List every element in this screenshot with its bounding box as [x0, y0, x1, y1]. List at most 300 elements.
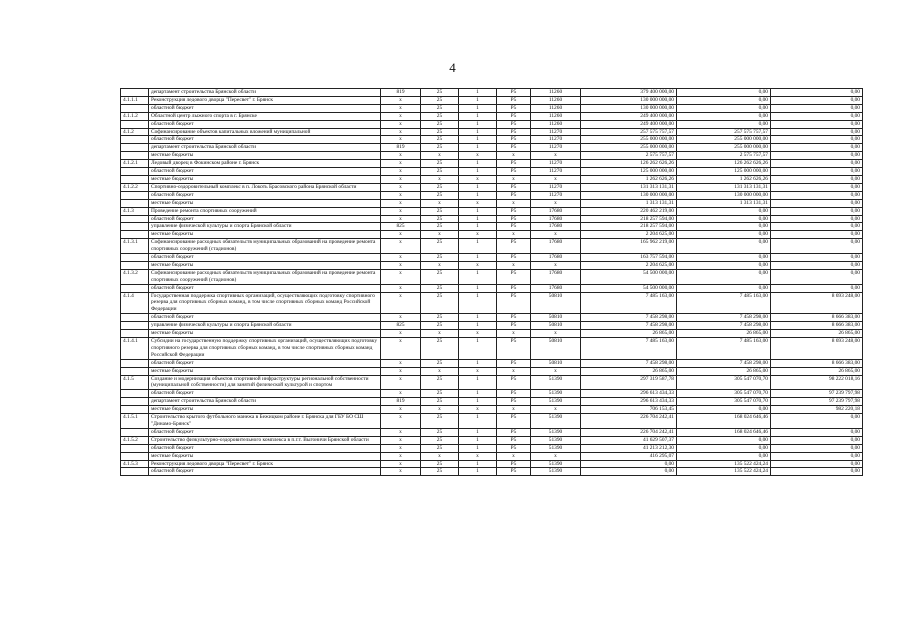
row-name: областной бюджет	[149, 359, 381, 367]
row-value-year2: 0,00	[677, 112, 771, 120]
row-code-program: 25	[421, 183, 459, 191]
row-value-year3: 0,00	[771, 152, 863, 160]
row-code-admin: x	[381, 199, 421, 207]
row-number	[121, 215, 149, 223]
page-number: 4	[449, 60, 456, 75]
row-number: 4.1.3.1	[121, 239, 149, 254]
row-value-year1: 1 262 626,26	[581, 175, 677, 183]
row-value-year1: 26 865,00	[581, 330, 677, 338]
row-value-year1: 41 629 507,37	[581, 436, 677, 444]
row-number	[121, 390, 149, 398]
row-value-year1: 218 257 594,00	[581, 215, 677, 223]
row-code-admin: x	[381, 104, 421, 112]
table-row	[121, 144, 863, 152]
row-code-direction: 50810	[531, 314, 581, 322]
row-code-subprogram: 1	[459, 239, 497, 254]
row-code-project: P5	[497, 207, 531, 215]
row-code-program: 25	[421, 428, 459, 436]
row-number	[121, 398, 149, 406]
row-value-year1: 249 400 000,00	[581, 120, 677, 128]
row-number	[121, 223, 149, 231]
row-code-admin: x	[381, 338, 421, 360]
row-code-project: P5	[497, 322, 531, 330]
row-code-subprogram: 1	[459, 468, 497, 476]
row-code-program: 25	[421, 168, 459, 176]
row-name: областной бюджет	[149, 191, 381, 199]
row-code-subprogram: 1	[459, 284, 497, 292]
row-code-direction: 11270	[531, 160, 581, 168]
table-row	[121, 375, 863, 390]
row-code-project: x	[497, 231, 531, 239]
row-value-year3: 8 666 383,00	[771, 322, 863, 330]
row-code-program: 25	[421, 223, 459, 231]
row-number	[121, 330, 149, 338]
row-value-year1: 2 204 625,00	[581, 261, 677, 269]
row-name: областной бюджет	[149, 254, 381, 262]
row-value-year3: 0,00	[771, 223, 863, 231]
row-code-direction: 51390	[531, 444, 581, 452]
row-number: 4.1.5.1	[121, 414, 149, 429]
row-value-year3: 0,00	[771, 460, 863, 468]
table-row	[121, 428, 863, 436]
row-code-direction: 11260	[531, 120, 581, 128]
row-code-program: x	[421, 367, 459, 375]
row-name: областной бюджет	[149, 444, 381, 452]
row-value-year1: 1 313 131,31	[581, 199, 677, 207]
row-value-year1: 218 257 594,00	[581, 223, 677, 231]
row-value-year3: 0,00	[771, 428, 863, 436]
row-value-year1: 7 485 163,00	[581, 338, 677, 360]
row-value-year3: 0,00	[771, 175, 863, 183]
row-name: местные бюджеты	[149, 175, 381, 183]
row-code-program: 25	[421, 414, 459, 429]
row-code-program: 25	[421, 104, 459, 112]
row-code-direction: 11260	[531, 104, 581, 112]
row-code-subprogram: 1	[459, 428, 497, 436]
row-value-year2: 7 485 163,00	[677, 338, 771, 360]
row-code-subprogram: 1	[459, 215, 497, 223]
row-value-year2: 0,00	[677, 215, 771, 223]
row-number	[121, 444, 149, 452]
row-code-admin: x	[381, 112, 421, 120]
row-value-year1: 7 458 298,00	[581, 314, 677, 322]
row-value-year2: 7 458 298,00	[677, 314, 771, 322]
row-number: 4.1.5.3	[121, 460, 149, 468]
row-code-program: 25	[421, 468, 459, 476]
row-code-program: 25	[421, 460, 459, 468]
row-code-program: 25	[421, 160, 459, 168]
row-code-subprogram: 1	[459, 460, 497, 468]
row-value-year1: 163 757 594,00	[581, 254, 677, 262]
table-row	[121, 136, 863, 144]
row-code-project: P5	[497, 284, 531, 292]
row-value-year3: 0,00	[771, 207, 863, 215]
table-row	[121, 215, 863, 223]
row-number	[121, 144, 149, 152]
row-value-year3: 8 693 248,00	[771, 292, 863, 314]
row-value-year2: 0,00	[677, 436, 771, 444]
row-value-year2: 126 262 626,26	[677, 160, 771, 168]
row-code-project: P5	[497, 390, 531, 398]
table-row	[121, 406, 863, 414]
row-number: 4.1.4	[121, 292, 149, 314]
row-name: Строительство крытого футбольного манежа в Бежицком районе г. Брянска для ГБУ БО СШ "Динамо-Брянск"	[149, 414, 381, 429]
row-code-project: P5	[497, 398, 531, 406]
row-name: областной бюджет	[149, 136, 381, 144]
row-value-year3: 0,00	[771, 284, 863, 292]
row-code-program: 25	[421, 269, 459, 284]
row-code-project: P5	[497, 269, 531, 284]
table-row	[121, 367, 863, 375]
row-value-year3: 8 666 383,00	[771, 314, 863, 322]
row-code-project: P5	[497, 468, 531, 476]
row-code-direction: 51390	[531, 428, 581, 436]
row-value-year3: 0,00	[771, 191, 863, 199]
row-value-year2: 255 000 000,00	[677, 144, 771, 152]
row-code-direction: 17680	[531, 269, 581, 284]
row-code-direction: x	[531, 406, 581, 414]
row-code-admin: 819	[381, 398, 421, 406]
row-name: Государственная поддержка спортивных организаций, осуществляющих подготовку спортивного резерва для спортивных сборных команд, в том числе спортивных сборных команд Российской Федерации	[149, 292, 381, 314]
row-value-year1: 165 962 219,00	[581, 239, 677, 254]
table-row	[121, 398, 863, 406]
row-value-year2: 305 547 070,70	[677, 398, 771, 406]
row-code-direction: 11270	[531, 128, 581, 136]
row-code-direction: 50810	[531, 338, 581, 360]
row-code-project: P5	[497, 375, 531, 390]
row-value-year1: 416 295,07	[581, 452, 677, 460]
row-code-program: 25	[421, 444, 459, 452]
row-name: Софинансирование расходных обязательств муниципальных образований на проведение ремонта спортивных сооружений (стадионов)	[149, 239, 381, 254]
table-row	[121, 254, 863, 262]
row-value-year2: 7 485 163,00	[677, 292, 771, 314]
row-code-project: P5	[497, 314, 531, 322]
row-value-year3: 0,00	[771, 215, 863, 223]
row-code-project: P5	[497, 239, 531, 254]
row-code-direction: 50810	[531, 359, 581, 367]
row-name: Проведение ремонта спортивных сооружений	[149, 207, 381, 215]
row-value-year3: 98 222 018,16	[771, 375, 863, 390]
row-value-year3: 0,00	[771, 269, 863, 284]
row-code-project: x	[497, 330, 531, 338]
row-name: Софинансирование расходных обязательств муниципальных образований на проведение ремонта спортивных сооружений (стадионов)	[149, 269, 381, 284]
row-name: Строительство физкультурно-оздоровительного комплекса в п.г.т. Выгоничи Брянской области	[149, 436, 381, 444]
row-code-admin: x	[381, 254, 421, 262]
row-code-subprogram: 1	[459, 191, 497, 199]
row-value-year1: 226 704 242,41	[581, 428, 677, 436]
row-code-admin: x	[381, 136, 421, 144]
row-value-year1: 131 313 131,31	[581, 183, 677, 191]
row-code-direction: 11270	[531, 191, 581, 199]
row-code-program: 25	[421, 136, 459, 144]
row-value-year2: 0,00	[677, 120, 771, 128]
row-code-program: 25	[421, 239, 459, 254]
row-value-year2: 305 547 070,70	[677, 390, 771, 398]
row-code-subprogram: 1	[459, 359, 497, 367]
row-code-direction: x	[531, 231, 581, 239]
table-row	[121, 175, 863, 183]
table-row	[121, 199, 863, 207]
row-code-project: P5	[497, 292, 531, 314]
row-code-direction: x	[531, 175, 581, 183]
row-code-project: P5	[497, 460, 531, 468]
row-value-year2: 1 313 131,31	[677, 199, 771, 207]
row-code-project: P5	[497, 120, 531, 128]
row-value-year3: 0,00	[771, 452, 863, 460]
row-value-year3: 0,00	[771, 104, 863, 112]
row-code-program: x	[421, 152, 459, 160]
row-value-year3: 26 865,00	[771, 330, 863, 338]
row-code-program: 25	[421, 215, 459, 223]
row-number	[121, 254, 149, 262]
row-value-year3: 0,00	[771, 414, 863, 429]
table-row	[121, 330, 863, 338]
row-code-project: P5	[497, 223, 531, 231]
row-number	[121, 199, 149, 207]
row-value-year2: 131 313 131,31	[677, 183, 771, 191]
row-code-program: x	[421, 175, 459, 183]
row-value-year1: 7 458 298,00	[581, 322, 677, 330]
row-code-direction: 11270	[531, 168, 581, 176]
row-value-year3: 0,00	[771, 436, 863, 444]
table-row	[121, 207, 863, 215]
row-number	[121, 284, 149, 292]
row-code-admin: 819	[381, 89, 421, 97]
row-code-direction: 17680	[531, 284, 581, 292]
row-code-subprogram: x	[459, 330, 497, 338]
row-code-direction: x	[531, 452, 581, 460]
row-value-year3: 0,00	[771, 160, 863, 168]
table-row	[121, 460, 863, 468]
row-code-subprogram: 1	[459, 414, 497, 429]
row-name: Реконструкция ледового дворца "Пересвет" г. Брянск	[149, 460, 381, 468]
row-value-year2: 0,00	[677, 223, 771, 231]
row-code-admin: 825	[381, 223, 421, 231]
row-number: 4.1.5.2	[121, 436, 149, 444]
row-code-subprogram: 1	[459, 292, 497, 314]
row-code-project: P5	[497, 183, 531, 191]
table-row	[121, 191, 863, 199]
row-name: областной бюджет	[149, 215, 381, 223]
row-number	[121, 152, 149, 160]
table-row	[121, 269, 863, 284]
table-row	[121, 390, 863, 398]
row-code-program: 25	[421, 322, 459, 330]
row-code-program: 25	[421, 96, 459, 104]
row-code-project: P5	[497, 444, 531, 452]
row-value-year3: 0,00	[771, 183, 863, 191]
row-code-admin: x	[381, 367, 421, 375]
table-row	[121, 314, 863, 322]
row-code-project: P5	[497, 191, 531, 199]
row-value-year3: 0,00	[771, 468, 863, 476]
row-code-admin: x	[381, 359, 421, 367]
table-row	[121, 128, 863, 136]
row-code-program: 25	[421, 338, 459, 360]
row-value-year2: 7 458 298,00	[677, 359, 771, 367]
row-value-year2: 135 522 424,24	[677, 468, 771, 476]
row-code-project: P5	[497, 96, 531, 104]
row-value-year2: 2 575 757,57	[677, 152, 771, 160]
row-value-year3: 0,00	[771, 128, 863, 136]
row-value-year3: 0,00	[771, 112, 863, 120]
row-code-direction: 51390	[531, 436, 581, 444]
row-value-year1: 249 400 000,00	[581, 112, 677, 120]
table-row	[121, 359, 863, 367]
row-number	[121, 452, 149, 460]
row-number	[121, 175, 149, 183]
row-code-admin: x	[381, 428, 421, 436]
row-code-program: 25	[421, 112, 459, 120]
row-code-direction: 51390	[531, 414, 581, 429]
row-code-direction: 17680	[531, 223, 581, 231]
row-value-year1: 26 865,00	[581, 367, 677, 375]
row-value-year3: 0,00	[771, 96, 863, 104]
row-name: Спортивно-оздоровительный комплекс в п. Локоть Брасовского района Брянской области	[149, 183, 381, 191]
row-code-admin: x	[381, 96, 421, 104]
row-code-subprogram: 1	[459, 183, 497, 191]
row-code-admin: x	[381, 390, 421, 398]
row-code-subprogram: x	[459, 175, 497, 183]
row-code-subprogram: 1	[459, 104, 497, 112]
row-value-year2: 0,00	[677, 452, 771, 460]
row-code-direction: 51390	[531, 390, 581, 398]
row-name: областной бюджет	[149, 120, 381, 128]
row-name: управление физической культуры и спорта Брянской области	[149, 223, 381, 231]
row-code-subprogram: 1	[459, 96, 497, 104]
row-value-year2: 0,00	[677, 444, 771, 452]
row-code-direction: 51390	[531, 460, 581, 468]
row-number	[121, 468, 149, 476]
row-name: местные бюджеты	[149, 452, 381, 460]
table-row	[121, 414, 863, 429]
row-code-project: x	[497, 452, 531, 460]
row-code-admin: x	[381, 231, 421, 239]
row-code-subprogram: 1	[459, 398, 497, 406]
row-value-year1: 54 500 000,00	[581, 269, 677, 284]
row-code-project: P5	[497, 359, 531, 367]
row-value-year2: 26 865,00	[677, 367, 771, 375]
row-code-project: x	[497, 406, 531, 414]
table-row	[121, 183, 863, 191]
row-code-admin: x	[381, 284, 421, 292]
table-row	[121, 89, 863, 97]
row-code-subprogram: 1	[459, 112, 497, 120]
row-value-year3: 26 865,00	[771, 367, 863, 375]
row-code-admin: x	[381, 452, 421, 460]
row-code-direction: 51390	[531, 468, 581, 476]
row-name: Софинансирование объектов капитальных вложений муниципальной	[149, 128, 381, 136]
row-name: областной бюджет	[149, 428, 381, 436]
row-code-program: 25	[421, 207, 459, 215]
row-value-year2: 7 458 298,00	[677, 322, 771, 330]
row-value-year1: 41 213 212,30	[581, 444, 677, 452]
row-name: местные бюджеты	[149, 406, 381, 414]
row-code-admin: x	[381, 314, 421, 322]
row-value-year1: 296 613 434,33	[581, 398, 677, 406]
row-value-year1: 130 000 000,00	[581, 96, 677, 104]
row-name: местные бюджеты	[149, 199, 381, 207]
row-code-subprogram: 1	[459, 128, 497, 136]
row-code-program: 25	[421, 191, 459, 199]
row-code-program: 25	[421, 120, 459, 128]
row-name: департамент строительства Брянской области	[149, 89, 381, 97]
row-value-year3: 0,00	[771, 261, 863, 269]
row-code-direction: 17680	[531, 207, 581, 215]
row-value-year3: 0,00	[771, 144, 863, 152]
row-value-year3: 0,00	[771, 231, 863, 239]
row-number: 4.1.5	[121, 375, 149, 390]
row-code-project: P5	[497, 168, 531, 176]
row-code-subprogram: 1	[459, 144, 497, 152]
row-value-year3: 0,00	[771, 254, 863, 262]
row-code-project: P5	[497, 136, 531, 144]
row-value-year2: 0,00	[677, 89, 771, 97]
row-code-program: 25	[421, 398, 459, 406]
row-code-direction: x	[531, 261, 581, 269]
row-value-year2: 130 000 000,00	[677, 191, 771, 199]
row-code-admin: x	[381, 261, 421, 269]
row-code-admin: x	[381, 160, 421, 168]
row-number	[121, 322, 149, 330]
row-code-direction: 11270	[531, 144, 581, 152]
row-code-subprogram: x	[459, 452, 497, 460]
row-code-subprogram: 1	[459, 314, 497, 322]
row-code-project: P5	[497, 428, 531, 436]
row-code-subprogram: 1	[459, 390, 497, 398]
table-row	[121, 152, 863, 160]
table-row	[121, 452, 863, 460]
row-code-project: x	[497, 261, 531, 269]
row-name: Реконструкция ледового дворца "Пересвет" г. Брянск	[149, 96, 381, 104]
row-name: местные бюджеты	[149, 152, 381, 160]
row-value-year1: 296 613 434,33	[581, 390, 677, 398]
row-value-year3: 982 220,18	[771, 406, 863, 414]
row-value-year1: 220 462 219,00	[581, 207, 677, 215]
row-value-year1: 226 704 242,41	[581, 414, 677, 429]
row-code-direction: x	[531, 330, 581, 338]
table-row	[121, 168, 863, 176]
row-name: Ледовый дворец в Фокинском районе г. Брянск	[149, 160, 381, 168]
row-value-year2: 0,00	[677, 207, 771, 215]
row-value-year1: 126 262 626,26	[581, 160, 677, 168]
row-code-direction: 11270	[531, 136, 581, 144]
row-value-year2: 168 024 646,46	[677, 428, 771, 436]
row-code-admin: x	[381, 375, 421, 390]
row-code-subprogram: 1	[459, 436, 497, 444]
table-row	[121, 96, 863, 104]
row-code-subprogram: 1	[459, 375, 497, 390]
row-name: департамент строительства Брянской области	[149, 398, 381, 406]
row-number: 4.1.1.1	[121, 96, 149, 104]
row-code-project: P5	[497, 112, 531, 120]
row-value-year2: 0,00	[677, 254, 771, 262]
row-value-year3: 0,00	[771, 136, 863, 144]
table-row	[121, 468, 863, 476]
row-number	[121, 359, 149, 367]
row-code-program: 25	[421, 254, 459, 262]
row-name: областной бюджет	[149, 468, 381, 476]
row-value-year1: 7 485 163,00	[581, 292, 677, 314]
row-code-direction: 50810	[531, 292, 581, 314]
row-code-project: P5	[497, 338, 531, 360]
row-code-subprogram: 1	[459, 338, 497, 360]
row-name: местные бюджеты	[149, 261, 381, 269]
row-code-program: x	[421, 330, 459, 338]
row-value-year1: 257 575 757,57	[581, 128, 677, 136]
row-code-admin: x	[381, 460, 421, 468]
row-code-direction: 50810	[531, 322, 581, 330]
